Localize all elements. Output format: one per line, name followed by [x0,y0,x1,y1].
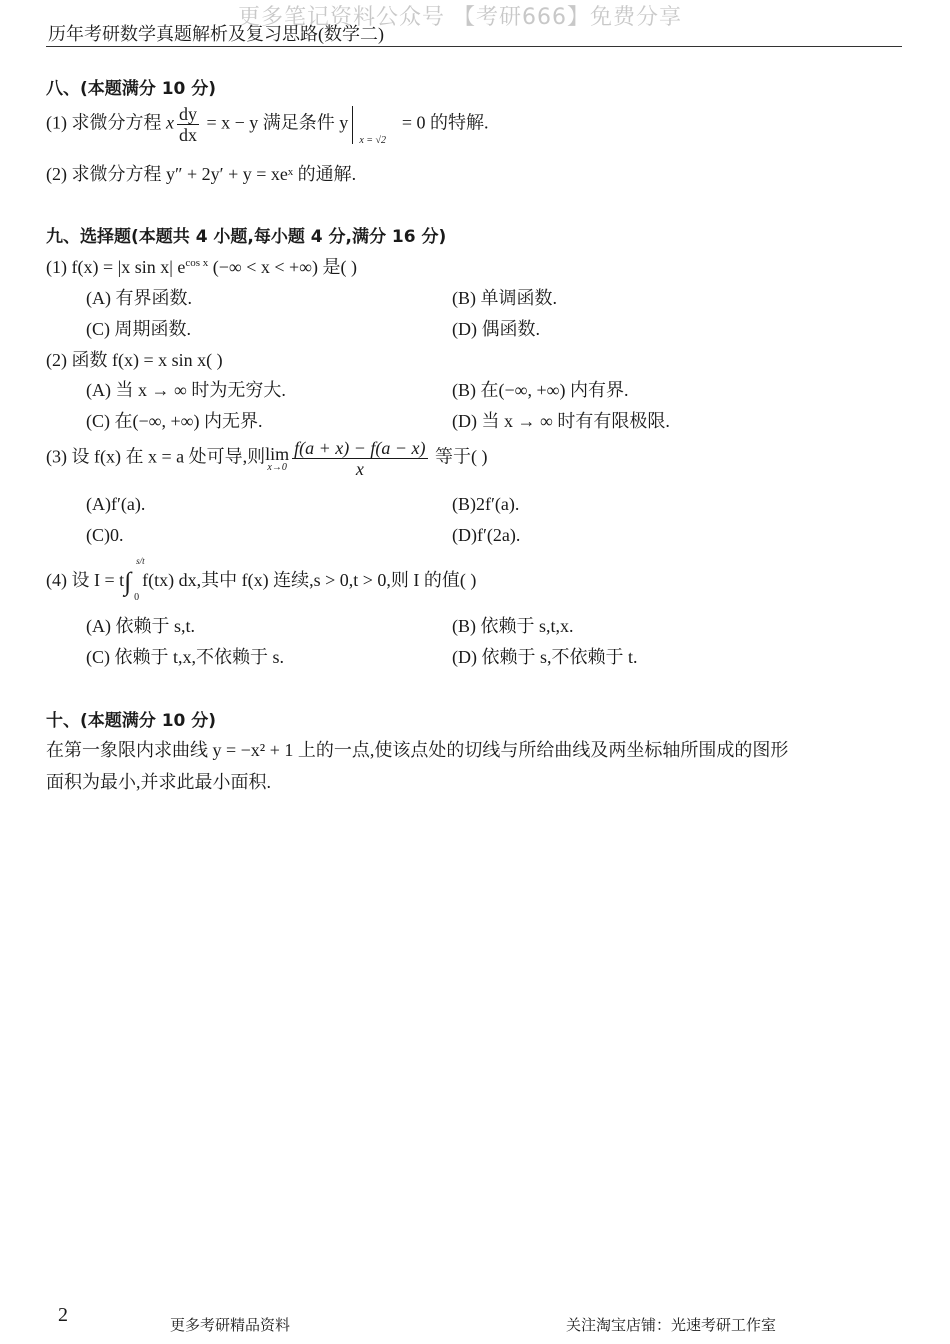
q9-1-option-c: (C) 周期函数. [86,319,191,339]
q9-4-option-d: (D) 依赖于 s,不依赖于 t. [452,647,638,667]
section-9-heading: 九、选择题(本题共 4 小题,每小题 4 分,满分 16 分) [46,227,447,247]
header-rule [46,46,902,47]
q9-1-option-a: (A) 有界函数. [86,288,192,308]
q9-3-option-a: (A)f′(a). [86,494,146,514]
evaluation-subscript: x = √2 [359,134,386,146]
q1-mid: = x − y 满足条件 y [202,112,349,133]
q9-3-option-b: (B)2f′(a). [452,494,520,514]
dy: dy [179,104,197,124]
page-number: 2 [58,1304,68,1326]
q9-1-stem-end: (−∞ < x < +∞) 是( ) [208,257,357,277]
footer-left-text: 更多考研精品资料 [170,1316,291,1334]
section-10-heading: 十、(本题满分 10 分) [46,711,217,731]
section-10-line-1: 在第一象限内求曲线 y = −x² + 1 上的一点,使该点处的切线与所给曲线及两坐标轴所围成的图形 [46,740,789,760]
section-8-heading: 八、(本题满分 10 分) [46,79,217,99]
integral-lower-limit: 0 [134,591,140,603]
q9-1-stem [46,253,357,279]
header-title: 历年考研数学真题解析及复习思路(数学二) [48,24,384,44]
section-8-q1 [46,104,488,145]
q9-3-option-c: (C)0. [86,525,124,545]
q9-4-option-a: (A) 依赖于 s,t. [86,616,195,636]
difference-denominator: x [355,459,364,479]
difference-quotient [292,438,427,479]
dx: dx [179,125,197,145]
evaluation-bar [352,106,397,144]
q9-1-stem-text: (1) f(x) = |x sin x| e [46,257,186,277]
limit [265,445,289,473]
dy-dx-fraction [177,104,199,145]
q9-1-option-b: (B) 单调函数. [452,288,557,308]
q9-2-option-a: (A) 当 x → ∞ 时为无穷大. [86,380,286,400]
q9-3-stem [46,438,488,479]
q9-4-option-c: (C) 依赖于 t,x,不依赖于 s. [86,647,284,667]
q9-4-stem [46,555,477,603]
q9-3-option-d: (D)f′(2a). [452,525,521,545]
q1-x: x [166,112,174,133]
watermark: 更多笔记资料公众号 【考研666】免费分享 [238,5,682,30]
q9-2-option-c: (C) 在(−∞, +∞) 内无界. [86,411,263,431]
section-10-line-2: 面积为最小,并求此最小面积. [46,772,271,792]
integral-upper-limit: s/t [136,555,145,566]
q9-3-stem-end: 等于( ) [430,446,488,467]
q9-4-option-b: (B) 依赖于 s,t,x. [452,616,574,636]
integral-sign: ∫ s/t 0 [124,555,145,603]
q9-3-stem-text: (3) 设 f(x) 在 x = a 处可导,则 [46,446,266,467]
q1-prefix: (1) 求微分方程 [46,112,166,133]
footer-right-text: 关注淘宝店铺：光速考研工作室 [566,1316,777,1334]
q9-2-option-d: (D) 当 x → ∞ 时有有限极限. [452,411,670,431]
limit-subscript: x→0 [267,461,287,473]
q9-1-exponent: cos x [185,257,209,269]
q9-4-stem-text: (4) 设 I = t [46,570,125,590]
q9-2-stem: (2) 函数 f(x) = x sin x( ) [46,350,223,370]
q1-end: = 0 的特解. [397,112,489,133]
section-8-q2: (2) 求微分方程 y″ + 2y′ + y = xeˣ 的通解. [46,164,357,184]
q9-2-option-b: (B) 在(−∞, +∞) 内有界. [452,380,629,400]
q9-1-option-d: (D) 偶函数. [452,319,540,339]
q9-4-stem-end: f(tx) dx,其中 f(x) 连续,s > 0,t > 0,则 I 的值( ) [142,570,477,590]
limit-word: lim [265,443,290,464]
difference-numerator: f(a + x) − f(a − x) [294,438,426,458]
